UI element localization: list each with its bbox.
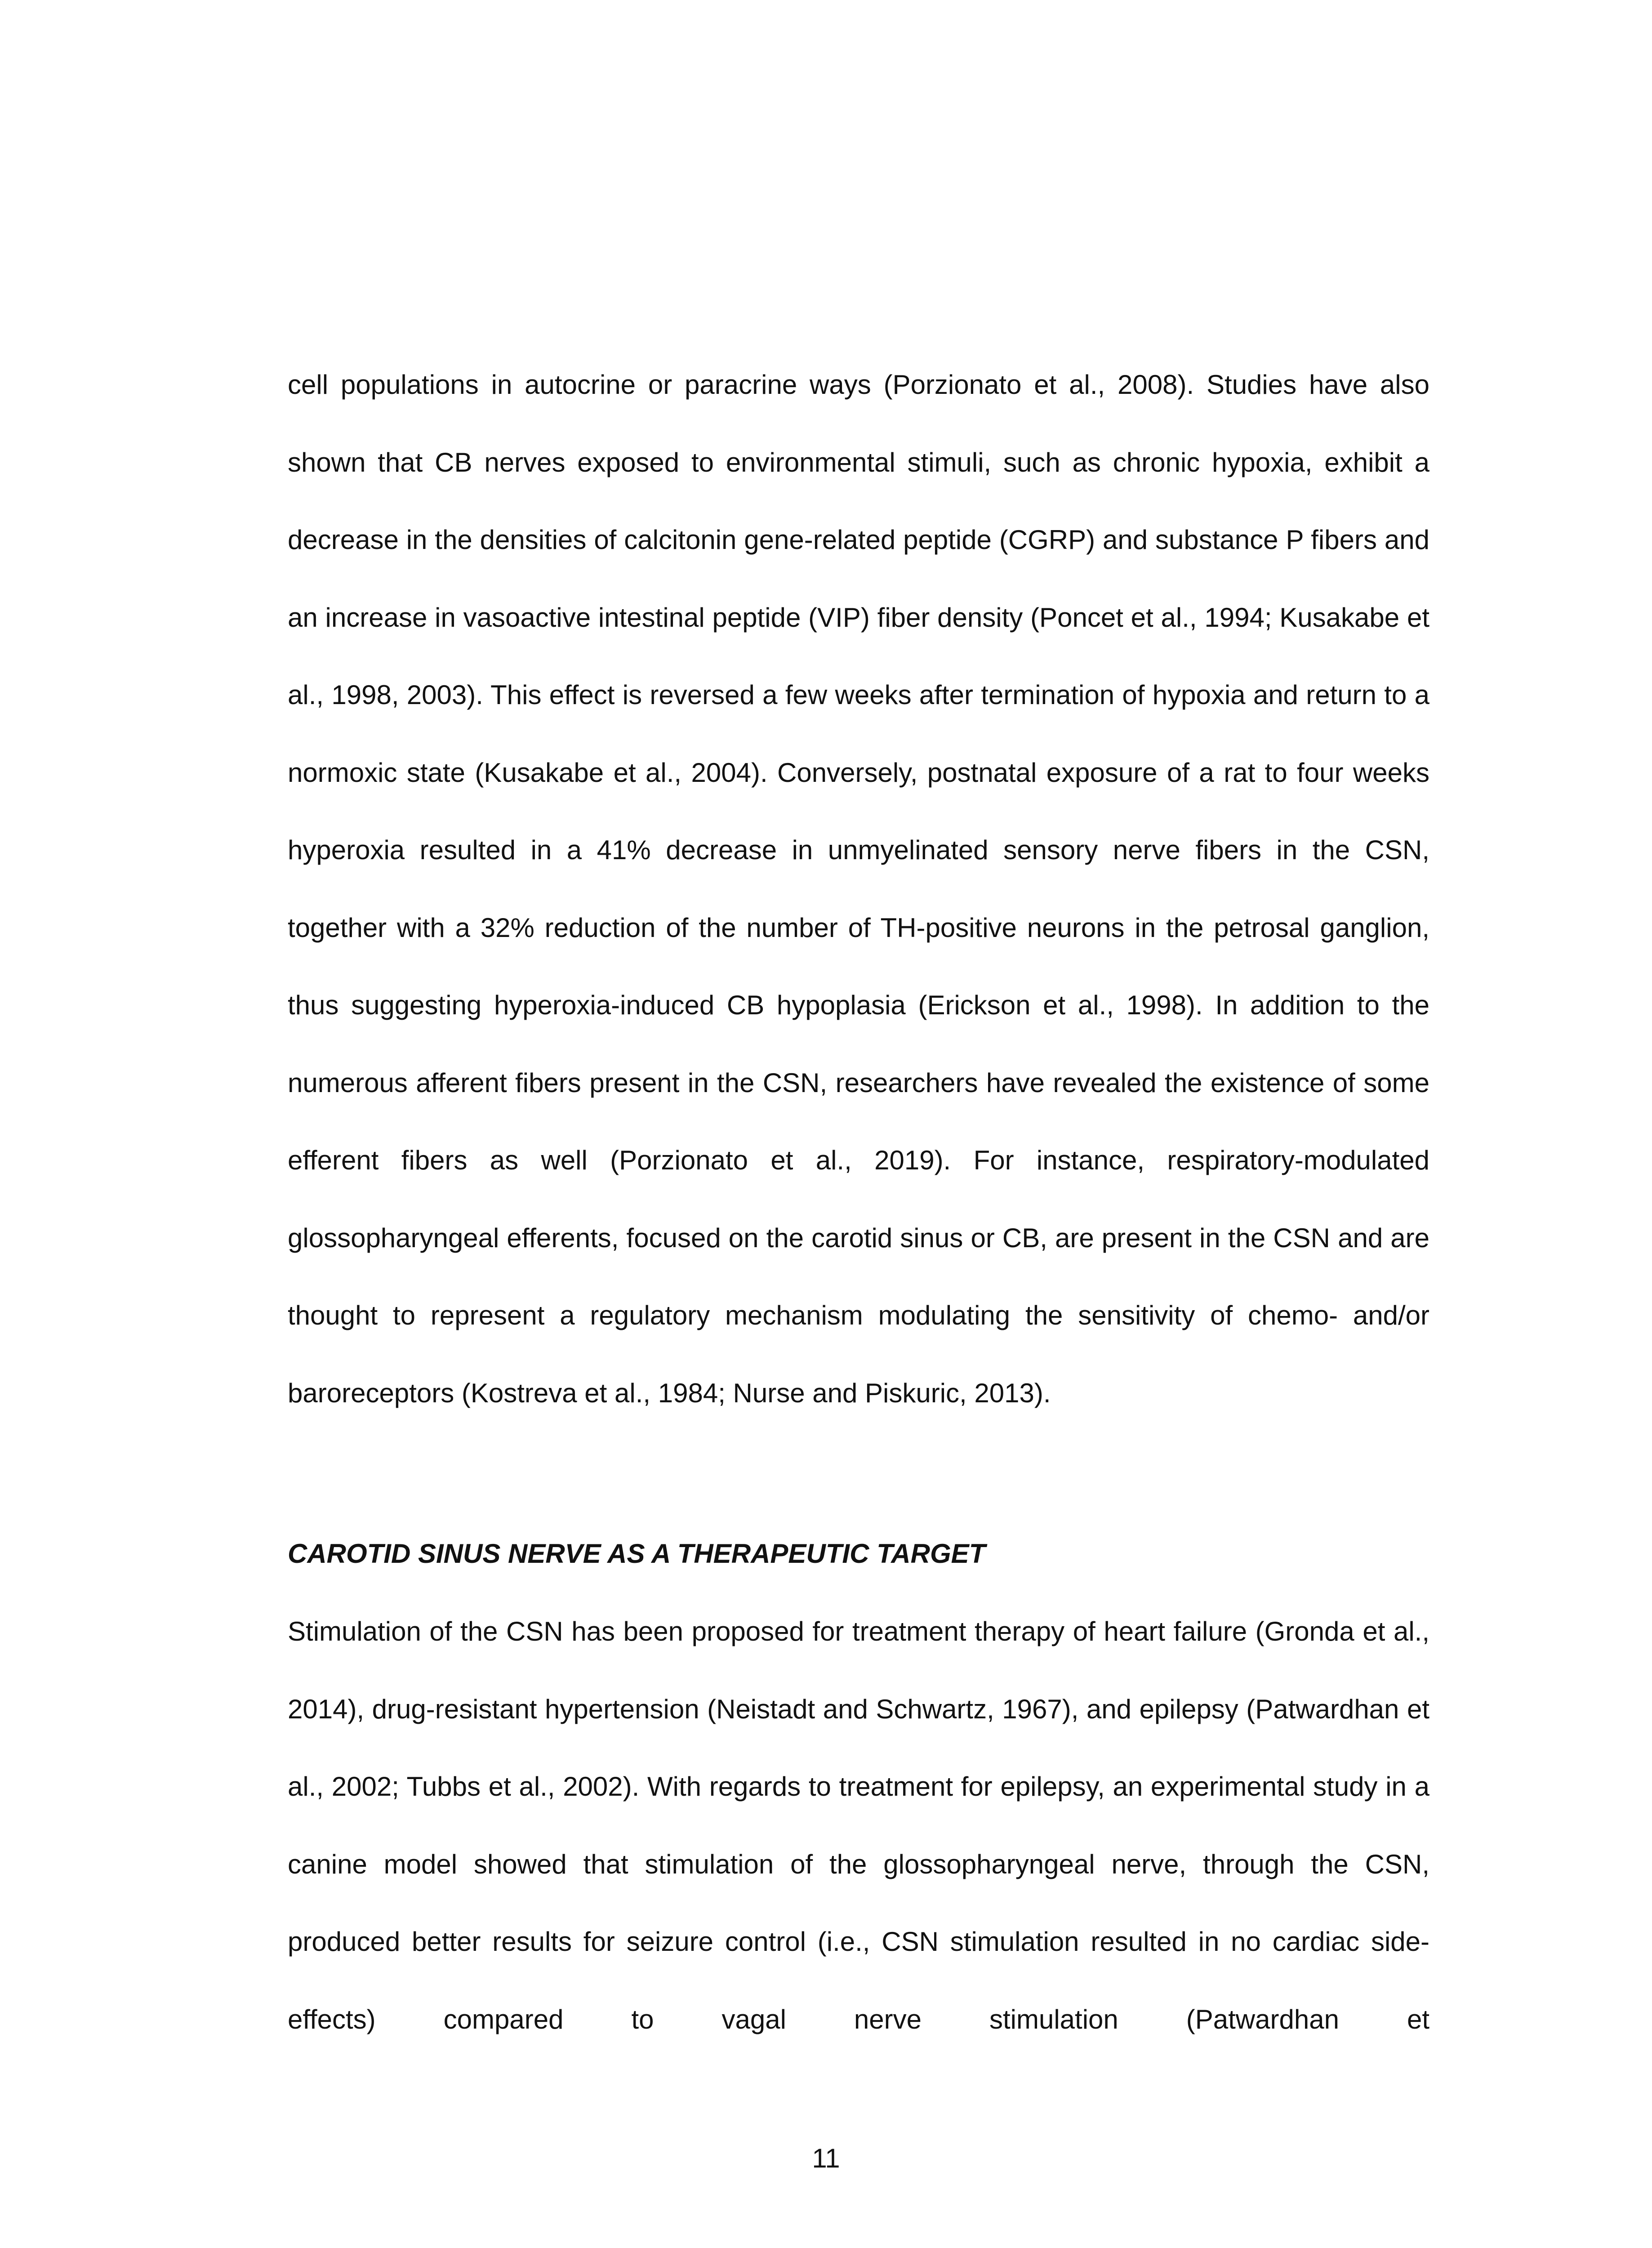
- body-paragraph-1: cell populations in autocrine or paracrine ways (Porzionato et al., 2008). Studies have also shown that CB nerves exposed to environmental stimuli, such as chronic hypoxia, exhibit a decrease in the densities of calcitonin gene-related peptide (CGRP) and substance P fibers and an increase in vasoactive intestinal peptide (VIP) fiber density (Poncet et al., 1994; Kusakabe et al., 1998, 2003). This effect is reversed a few weeks after termination of hypoxia and return to a normoxic state (Kusakabe et al., 2004). Conversely, postnatal exposure of a rat to four weeks hyperoxia resulted in a 41% decrease in unmyelinated sensory nerve fibers in the CSN, together with a 32% reduction of the number of TH-positive neurons in the petrosal ganglion, thus suggesting hyperoxia-induced CB hypoplasia (Erickson et al., 1998). In addition to the numerous afferent fibers present in the CSN, researchers have revealed the existence of some efferent fibers as well (Porzionato et al., 2019). For instance, respiratory-modulated glossopharyngeal efferents, focused on the carotid sinus or CB, are present in the CSN and are thought to represent a regulatory mechanism modulating the sensitivity of chemo- and/or baroreceptors (Kostreva et al., 1984; Nurse and Piskuric, 2013).: [288, 370, 1429, 1408]
- body-paragraph-2: Stimulation of the CSN has been proposed for treatment therapy of heart failure (Gronda et al., 2014), drug-resistant hypertension (Neistadt and Schwartz, 1967), and epilepsy (Patwardhan et al., 2002; Tubbs et al., 2002). With regards to treatment for epilepsy, an experimental study in a canine model showed that stimulation of the glossopharyngeal nerve, through the CSN, produced better results for seizure control (i.e., CSN stimulation resulted in no cardiac side-effects) compared to vagal nerve stimulation (Patwardhan et: [288, 1616, 1429, 2034]
- section-heading: CAROTID SINUS NERVE AS A THERAPEUTIC TARGET: [288, 1539, 986, 1569]
- page-number: 11: [812, 2143, 840, 2173]
